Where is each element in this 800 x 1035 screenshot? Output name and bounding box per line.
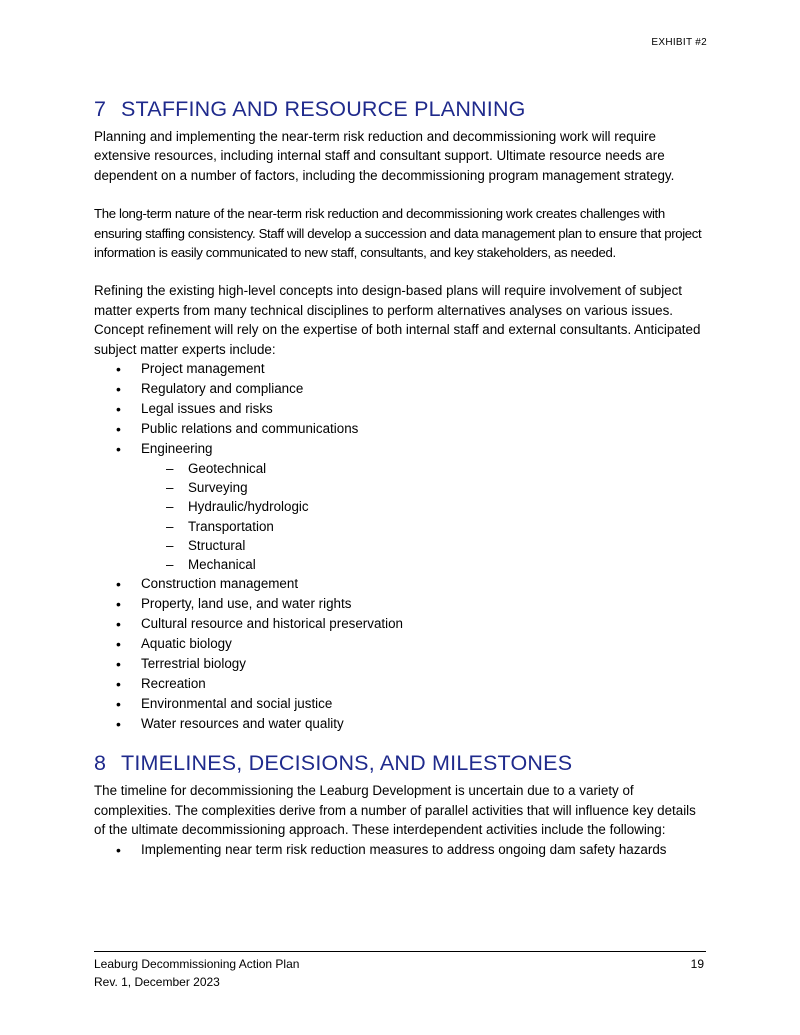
- list-item: • Aquatic biology: [94, 634, 706, 654]
- engineering-label: Engineering: [141, 441, 213, 457]
- list-item: • Terrestrial biology: [94, 654, 706, 674]
- engineering-sublist: [141, 459, 706, 574]
- sub-list-item: – Transportation: [141, 517, 706, 536]
- list-item: • Construction management: [94, 574, 706, 594]
- sub-list-item: – Surveying: [141, 478, 706, 497]
- list-item: • Recreation: [94, 674, 706, 694]
- footer-doc-title: Leaburg Decommissioning Action Plan: [94, 957, 300, 971]
- exhibit-label: EXHIBIT #2: [651, 37, 707, 48]
- activities-list: [94, 840, 706, 860]
- list-item: • Legal issues and risks: [94, 399, 706, 419]
- footer-revision: Rev. 1, December 2023: [94, 975, 220, 989]
- list-item: • Cultural resource and historical preservation: [94, 614, 706, 634]
- section-8-heading: [94, 748, 706, 778]
- page-footer: [94, 951, 706, 991]
- list-item: • Water resources and water quality: [94, 714, 706, 734]
- document-body: [94, 94, 706, 860]
- list-item: • Environmental and social justice: [94, 694, 706, 714]
- section-8-number: 8: [94, 751, 107, 776]
- section-8-title: TIMELINES, DECISIONS, AND MILESTONES: [121, 751, 573, 776]
- list-item: • Property, land use, and water rights: [94, 594, 706, 614]
- list-item: • Project management: [94, 359, 706, 379]
- list-item-engineering: [94, 439, 706, 574]
- section-7-title: STAFFING AND RESOURCE PLANNING: [121, 97, 526, 121]
- list-item: • Regulatory and compliance: [94, 379, 706, 399]
- sub-list-item: – Geotechnical: [141, 459, 706, 478]
- section-7-heading: [94, 94, 706, 124]
- sub-list-item: – Hydraulic/hydrologic: [141, 497, 706, 516]
- list-item: • Implementing near term risk reduction measures to address ongoing dam safety hazards: [94, 840, 706, 860]
- page-number: 19: [690, 957, 704, 971]
- sub-list-item: – Mechanical: [141, 555, 706, 574]
- sub-list-item: – Structural: [141, 536, 706, 555]
- section-7-paragraph-3: Refining the existing high-level concepts into design-based plans will require involvement of subject matter experts from many technical disciplines to perform alternatives analyses on various issues. Concept refinement will rely on the expertise of both internal staff and external consultants. Anticipated subject matter experts include:: [94, 283, 701, 357]
- section-7-paragraph-1: Planning and implementing the near-term risk reduction and decommissioning work will require extensive resources, including internal staff and consultant support. Ultimate resource needs are dependent on a number of factors, including the decommissioning program management strategy.: [94, 129, 675, 183]
- list-item: • Public relations and communications: [94, 419, 706, 439]
- experts-list: [94, 359, 706, 734]
- section-7-paragraph-2: The long-term nature of the near-term risk reduction and decommissioning work creates challenges with ensuring staffing consistency. Staff will develop a succession and data management plan to ensure that project information is easily communicated to new staff, consultants, and key stakeholders, as needed.: [94, 206, 702, 261]
- section-7-number: 7: [94, 97, 107, 121]
- section-8-paragraph-1: The timeline for decommissioning the Leaburg Development is uncertain due to a variety of complexities. The complexities derive from a number of parallel activities that will influence key details of the ultimate decommissioning approach. These interdependent activities include the following:: [94, 783, 696, 838]
